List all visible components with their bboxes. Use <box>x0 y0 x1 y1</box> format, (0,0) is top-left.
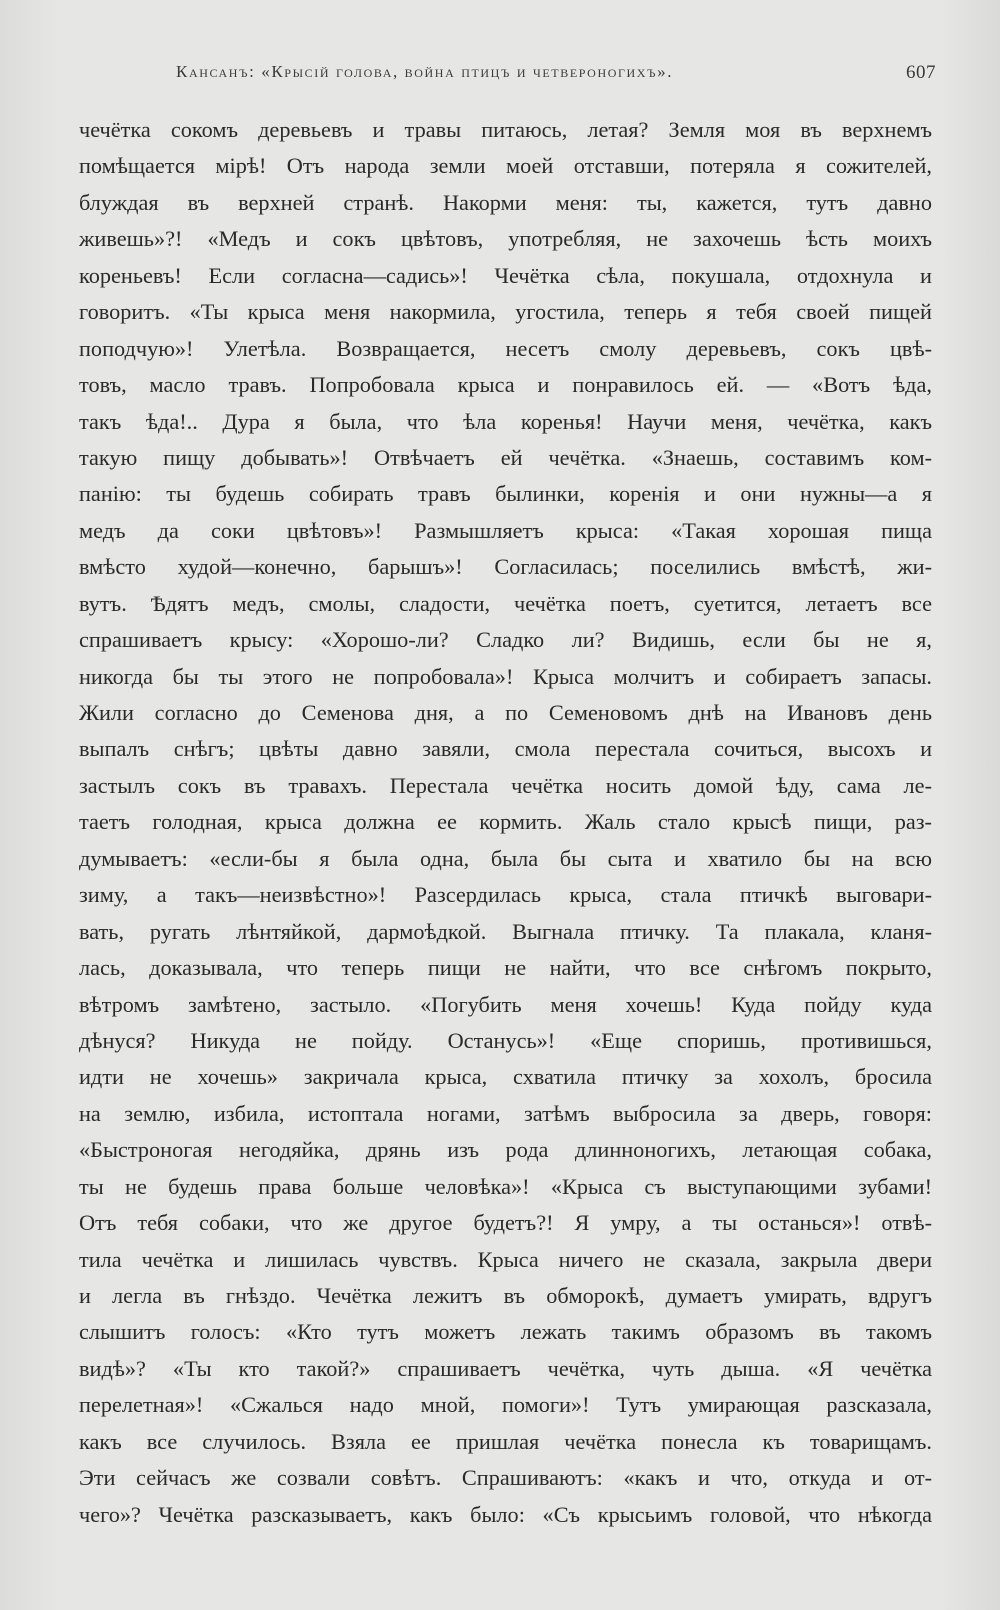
text-line: никогда бы ты этого не попробовала»! Крыса молчитъ и собираетъ запасы. <box>79 663 932 689</box>
text-line: вать, ругать лѣнтяйкой, дармоѣдкой. Выгнала птичку. Та плакала, кланя- <box>79 918 932 944</box>
text-line: какъ все случилось. Взяла ее пришлая чечётка понесла къ товарищамъ. <box>79 1428 932 1454</box>
text-line: и легла въ гнѣздо. Чечётка лежитъ въ обморокѣ, думаетъ умирать, вдругъ <box>79 1283 932 1308</box>
text-line: медъ да соки цвѣтовъ»! Размышляетъ крыса: «Такая хорошая пища <box>79 517 932 543</box>
text-line: помѣщается мiрѣ! Отъ народа земли моей отставши, потеряла я сожителей, <box>79 153 932 179</box>
text-line: видѣ»? «Ты кто такой?» спрашиваетъ чечётка, чуть дыша. «Я чечётка <box>79 1355 932 1381</box>
text-line: такъ ѣда!.. Дура я была, что ѣла коренья! Научи меня, чечётка, какъ <box>79 408 932 434</box>
text-line: поподчую»! Улетѣла. Возвращается, несетъ смолу деревьевъ, сокъ цвѣ- <box>79 335 932 361</box>
text-line: Эти сейчасъ же созвали совѣтъ. Спрашиваютъ: «какъ и что, откуда и от- <box>79 1465 932 1491</box>
text-line: таетъ голодная, крыса должна ее кормить. Жаль стало крысѣ пищи, раз- <box>79 809 932 835</box>
text-line: чего»? Чечётка разсказываетъ, какъ было: «Съ крысьимъ головой, что нѣкогда <box>79 1501 932 1527</box>
text-line: слышитъ голосъ: «Кто тутъ можетъ лежать такимъ образомъ въ такомъ <box>79 1319 932 1345</box>
text-line: живешь»?! «Медъ и сокъ цвѣтовъ, употребляя, не захочешь ѣсть моихъ <box>79 226 932 252</box>
text-line: ты не будешь права больше человѣка»! «Крыса съ выступающими зубами! <box>79 1173 932 1199</box>
text-line: вмѣсто худой—конечно, барышъ»! Согласилась; поселились вмѣстѣ, жи- <box>79 554 932 580</box>
page-number: 607 <box>906 62 936 83</box>
text-line: вѣтромъ замѣтено, застыло. «Погубить меня хочешь! Куда пойду куда <box>79 991 932 1017</box>
text-line: товъ, масло травъ. Попробовала крыса и понравилось ей. — «Вотъ ѣда, <box>79 372 932 398</box>
text-line: говоритъ. «Ты крыса меня накормила, угостила, теперь я тебя своей пищей <box>79 299 932 325</box>
page-header <box>176 62 936 88</box>
text-line: чечётка сокомъ деревьевъ и травы питаюсь, летая? Земля моя въ верхнемъ <box>79 117 932 142</box>
text-line: лась, доказывала, что теперь пищи не найти, что все снѣгомъ покрыто, <box>79 955 932 981</box>
text-line: выпалъ снѣгъ; цвѣты давно завяли, смола перестала сочиться, высохъ и <box>79 736 932 762</box>
text-line: вутъ. Ѣдятъ медъ, смолы, сладости, чечётка поетъ, суетится, летаетъ все <box>79 590 932 616</box>
text-line: зиму, а такъ—неизвѣстно»! Разсердилась крыса, стала птичкѣ выговари- <box>79 882 932 908</box>
text-line: тила чечётка и лишилась чувствъ. Крыса ничего не сказала, закрыла двери <box>79 1246 932 1272</box>
text-line: Жили согласно до Семенова дня, а по Семеновомъ днѣ на Ивановъ день <box>79 700 932 725</box>
body-text <box>79 112 932 1533</box>
text-line: такую пищу добывать»! Отвѣчаетъ ей чечётка. «Знаешь, составимъ ком- <box>79 444 932 470</box>
running-title: Кансанъ: «Крысiй голова, война птицъ и четвероногихъ». <box>176 62 674 81</box>
text-line: кореньевъ! Если согласна—садись»! Чечётка сѣла, покушала, отдохнула и <box>79 262 932 288</box>
text-line: перелетная»! «Сжалься надо мной, помоги»! Тутъ умирающая разсказала, <box>79 1392 932 1418</box>
text-line: думываетъ: «если-бы я была одна, была бы сыта и хватило бы на всю <box>79 845 932 871</box>
text-line: блуждая въ верхней странѣ. Накорми меня: ты, кажется, тутъ давно <box>79 189 932 215</box>
text-line: Отъ тебя собаки, что же другое будетъ?! Я умру, а ты останься»! отвѣ- <box>79 1210 932 1236</box>
text-line: «Быстроногая негодяйка, дрянь изъ рода длинноногихъ, летающая собака, <box>79 1137 932 1163</box>
text-line: на землю, избила, истоптала ногами, затѣмъ выбросила за дверь, говоря: <box>79 1100 932 1126</box>
text-line: идти не хочешь» закричала крыса, схватила птичку за хохолъ, бросила <box>79 1064 932 1090</box>
text-line: спрашиваетъ крысу: «Хорошо-ли? Сладко ли? Видишь, если бы не я, <box>79 627 932 653</box>
text-line: застылъ сокъ въ травахъ. Перестала чечётка носить домой ѣду, сама ле- <box>79 772 932 798</box>
text-line: дѣнуся? Никуда не пойду. Останусь»! «Еще споришь, противишься, <box>79 1027 932 1053</box>
text-line: панiю: ты будешь собирать травъ былинки, коренiя и они нужны—а я <box>79 481 932 507</box>
